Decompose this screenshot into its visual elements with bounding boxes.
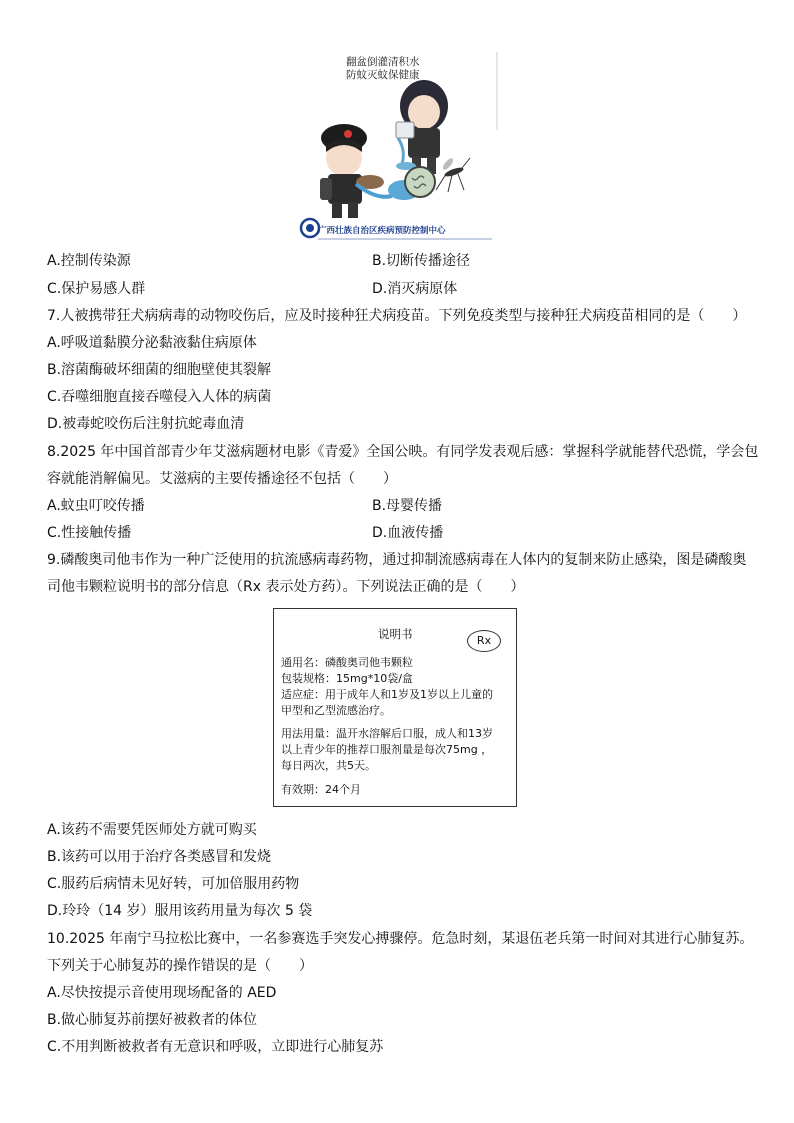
q8-option-d: D.血液传播 bbox=[372, 525, 444, 541]
label-indication-line1: 适应症：用于成年人和1岁及1岁以上儿童的 bbox=[281, 688, 493, 701]
q6-option-d: D.消灭病原体 bbox=[372, 281, 458, 297]
q10-option-b: B.做心肺复苏前摆好被救者的体位 bbox=[47, 1012, 258, 1028]
label-generic-name: 通用名：磷酸奥司他韦颗粒 bbox=[281, 656, 413, 669]
q7-option-b: B.溶菌酶破坏细菌的细胞壁使其裂解 bbox=[47, 362, 272, 378]
rx-badge: Rx bbox=[467, 630, 501, 652]
q9-option-c: C.服药后病情未见好转，可加倍服用药物 bbox=[47, 876, 300, 892]
q7-stem: 7.人被携带狂犬病病毒的动物咬伤后，应及时接种狂犬病疫苗。下列免疫类型与接种狂犬病疫苗相同的是（ ） bbox=[47, 308, 747, 324]
label-indication-line2: 甲型和乙型流感治疗。 bbox=[281, 704, 391, 717]
q8-option-a: A.蚊虫叮咬传播 bbox=[47, 498, 145, 514]
label-usage-line1: 用法用量：温开水溶解后口服，成人和13岁 bbox=[281, 727, 493, 740]
medicine-instruction-label bbox=[273, 608, 517, 807]
logo-text: 广西壮族自治区疾病预防控制中心 bbox=[318, 226, 446, 236]
poster-illustration bbox=[296, 50, 500, 246]
label-usage-line2: 以上青少年的推荐口服剂量是每次75mg ， bbox=[281, 743, 493, 756]
q10-option-c: C.不用判断被救者有无意识和呼吸，立即进行心肺复苏 bbox=[47, 1039, 384, 1055]
q8-stem-line2: 容就能消解偏见。艾滋病的主要传播途径不包括（ ） bbox=[47, 471, 397, 487]
q7-option-d: D.被毒蛇咬伤后注射抗蛇毒血清 bbox=[47, 416, 245, 432]
poster-caption-line1: 翻盆倒灌清积水 bbox=[346, 56, 420, 68]
q8-option-c: C.性接触传播 bbox=[47, 525, 132, 541]
label-title: 说明书 bbox=[378, 627, 413, 641]
label-usage-line3: 每日两次，共5天。 bbox=[281, 759, 376, 772]
q9-option-d: D.玲玲（14 岁）服用该药用量为每次 5 袋 bbox=[47, 903, 313, 919]
cdc-logo-icon bbox=[301, 219, 319, 237]
poster-caption-line2: 防蚊灭蚊保健康 bbox=[346, 69, 420, 81]
q10-stem-line1: 10.2025 年南宁马拉松比赛中，一名参赛选手突发心搏骤停。危急时刻，某退伍老兵第一时间对其进行心肺复苏。 bbox=[47, 931, 754, 947]
q7-option-a: A.呼吸道黏膜分泌黏液黏住病原体 bbox=[47, 335, 257, 351]
q6-option-a: A.控制传染源 bbox=[47, 253, 131, 269]
q10-stem-line2: 下列关于心肺复苏的操作错误的是（ ） bbox=[47, 958, 313, 974]
q10-option-a: A.尽快按提示音使用现场配备的 AED bbox=[47, 985, 277, 1001]
label-expiry: 有效期：24个月 bbox=[281, 783, 361, 796]
boy-figure bbox=[320, 124, 392, 218]
q8-option-b: B.母婴传播 bbox=[372, 498, 443, 514]
q6-option-c: C.保护易感人群 bbox=[47, 281, 146, 297]
q9-option-b: B.该药可以用于治疗各类感冒和发烧 bbox=[47, 849, 272, 865]
girl-figure bbox=[396, 80, 448, 174]
q9-stem-line2: 司他韦颗粒说明书的部分信息（Rx 表示处方药）。下列说法正确的是（ ） bbox=[47, 579, 525, 595]
q9-option-a: A.该药不需要凭医师处方就可购买 bbox=[47, 822, 257, 838]
q8-stem-line1: 8.2025 年中国首部青少年艾滋病题材电影《青爱》全国公映。有同学发表观后感：掌握科学就能替代恐慌，学会包 bbox=[47, 444, 759, 460]
label-package-spec: 包装规格：15mg*10袋/盒 bbox=[281, 672, 413, 685]
mosquito-icon bbox=[436, 157, 470, 192]
q9-stem-line1: 9.磷酸奥司他韦作为一种广泛使用的抗流感病毒药物，通过抑制流感病毒在人体内的复制来防止感染，图是磷酸奥 bbox=[47, 552, 747, 568]
q6-option-b: B.切断传播途径 bbox=[372, 253, 471, 269]
magnifier-icon bbox=[405, 167, 435, 197]
mosquito-prevention-poster bbox=[296, 50, 500, 246]
q7-option-c: C.吞噬细胞直接吞噬侵入人体的病菌 bbox=[47, 389, 272, 405]
